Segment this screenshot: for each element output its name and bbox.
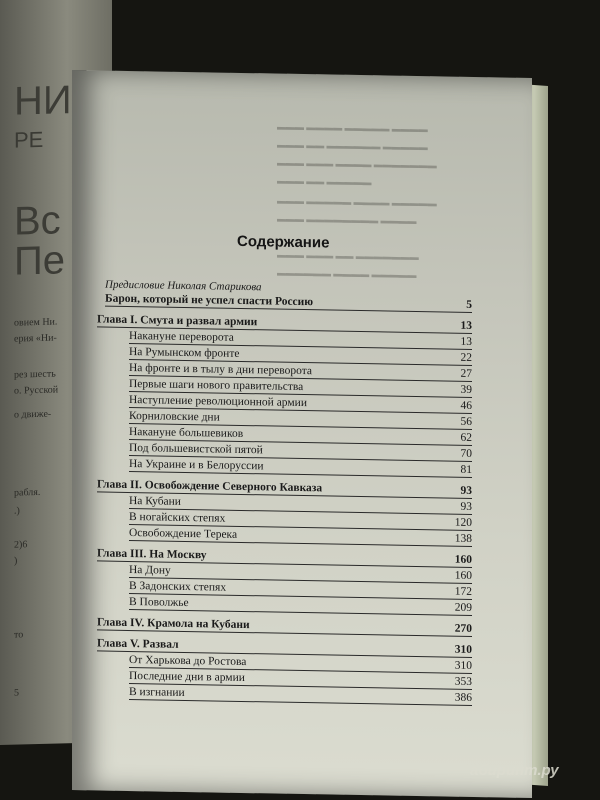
left-page-fragment: Вс bbox=[14, 198, 61, 244]
toc-page-number: 386 bbox=[454, 691, 472, 704]
toc-entry-label: Глава III. На Москву bbox=[97, 547, 207, 562]
toc-entry-label: Последние дни в армии bbox=[129, 669, 245, 685]
toc-page-number: 62 bbox=[460, 431, 472, 444]
toc-entry-label: Накануне большевиков bbox=[129, 425, 244, 440]
show-through-text: ▬▬▬ ▬▬ ▬▬▬▬▬ bbox=[277, 175, 372, 188]
toc-page-number: 13 bbox=[460, 335, 472, 348]
toc-entry-label: В изгнании bbox=[129, 685, 185, 699]
left-page-fragment: овием Ни. bbox=[14, 316, 58, 329]
toc-entry-label: Под большевистской пятой bbox=[129, 441, 263, 457]
toc-entry-label: На Украине и в Белоруссии bbox=[129, 457, 264, 473]
toc-page-number: 46 bbox=[460, 399, 472, 412]
left-page-fragment: о движе- bbox=[14, 408, 52, 421]
toc-entry-label: Накануне переворота bbox=[129, 329, 234, 344]
toc-entry-label: На фронте и в тылу в дни переворота bbox=[129, 361, 313, 378]
toc-entry-label: На Дону bbox=[129, 563, 171, 577]
toc-leader bbox=[254, 632, 452, 635]
show-through-text: ▬▬▬ ▬▬▬ ▬▬▬▬ ▬▬▬▬▬▬▬ bbox=[277, 157, 437, 171]
toc-chapter-entry bbox=[97, 615, 472, 637]
left-page-fragment: ) bbox=[14, 555, 18, 567]
left-page-fragment: НИ bbox=[14, 78, 72, 124]
toc-entry-label: Глава IV. Крамола на Кубани bbox=[97, 616, 250, 632]
toc-leader bbox=[189, 700, 452, 705]
toc-page-number: 120 bbox=[454, 516, 472, 529]
toc-entry-label: Первые шаги нового правительства bbox=[129, 377, 304, 394]
toc-leader bbox=[317, 309, 463, 312]
toc-entry-label: Глава I. Смута и развал армии bbox=[97, 313, 258, 329]
show-through-text: ▬▬▬ ▬▬▬▬▬ ▬▬▬▬ ▬▬▬▬▬ bbox=[277, 195, 437, 209]
toc-page-number: 138 bbox=[454, 532, 472, 545]
table-of-contents bbox=[97, 278, 472, 707]
show-through-text: ▬▬▬ ▬▬ ▬▬▬▬▬▬ ▬▬▬▬▬ bbox=[277, 139, 428, 153]
toc-entry-label: Глава II. Освобождение Северного Кавказа bbox=[97, 478, 323, 495]
toc-entry-label: Барон, который не успел спасти Россию bbox=[105, 292, 314, 309]
left-page-fragment: о. Русской bbox=[14, 384, 59, 397]
toc-page-number: 172 bbox=[454, 585, 472, 598]
left-page-fragment: рабля. bbox=[14, 486, 41, 499]
left-page-fragment: рез шесть bbox=[14, 368, 56, 381]
toc-entry-label: В ногайских степях bbox=[129, 510, 226, 525]
toc-entries bbox=[97, 291, 472, 706]
toc-page-number: 160 bbox=[454, 553, 472, 566]
left-page-fragment: .) bbox=[14, 505, 20, 517]
left-page-fragment: 5 bbox=[14, 687, 19, 699]
left-page-fragment: РЕ bbox=[14, 126, 44, 153]
toc-entry-label: В Поволжье bbox=[129, 595, 189, 610]
toc-page-number: 310 bbox=[454, 643, 472, 656]
toc-page-number: 160 bbox=[454, 569, 472, 582]
toc-page-number: 56 bbox=[460, 415, 472, 428]
toc-title: Содержание bbox=[237, 232, 330, 252]
toc-page-number: 27 bbox=[460, 367, 472, 380]
toc-entry-label: Освобождение Терека bbox=[129, 526, 238, 541]
toc-page-number: 310 bbox=[454, 659, 472, 672]
show-through-text: ▬▬▬ ▬▬▬ ▬▬ ▬▬▬▬▬▬▬ bbox=[277, 249, 419, 263]
toc-entry-label: В Задонских степях bbox=[129, 579, 227, 594]
toc-page-number: 5 bbox=[466, 298, 472, 311]
show-through-text: ▬▬▬▬▬▬ ▬▬▬▬ ▬▬▬▬▬ bbox=[277, 267, 417, 281]
watermark: абиринт.ру bbox=[470, 762, 559, 779]
toc-entry-label: От Харькова до Ростова bbox=[129, 653, 247, 669]
toc-page-number: 93 bbox=[460, 484, 472, 497]
left-page-fragment: ерия «Ни- bbox=[14, 332, 57, 345]
toc-page-number: 13 bbox=[460, 319, 472, 332]
book-page bbox=[72, 70, 532, 798]
preface-author: Предисловие Николая Старикова bbox=[105, 278, 262, 294]
toc-leader bbox=[193, 610, 452, 615]
toc-page-number: 270 bbox=[454, 622, 472, 635]
toc-entry-label: Глава V. Развал bbox=[97, 637, 179, 651]
toc-page-number: 39 bbox=[460, 383, 472, 396]
show-through-text: ▬▬▬ ▬▬▬▬ ▬▬▬▬▬ ▬▬▬▬ bbox=[277, 121, 428, 135]
toc-leader bbox=[241, 542, 452, 546]
toc-page-number: 70 bbox=[460, 447, 472, 460]
toc-page-number: 353 bbox=[454, 675, 472, 688]
toc-entry-label: На Румынском фронте bbox=[129, 345, 240, 360]
toc-leader bbox=[268, 473, 458, 476]
toc-entry-label: Наступление революционной армии bbox=[129, 393, 307, 410]
show-through-text: ▬▬▬ ▬▬▬▬▬▬▬▬ ▬▬▬▬ bbox=[277, 213, 417, 227]
toc-page-number: 209 bbox=[454, 601, 472, 614]
left-page-fragment: то bbox=[14, 629, 24, 641]
toc-entry-label: На Кубани bbox=[129, 494, 181, 508]
left-page-fragment: Пе bbox=[14, 238, 65, 284]
left-page-fragment: 2)6 bbox=[14, 539, 28, 551]
toc-page-number: 81 bbox=[460, 463, 472, 476]
toc-page-number: 22 bbox=[460, 351, 472, 364]
toc-page-number: 93 bbox=[460, 500, 472, 513]
toc-entry-label: Корниловские дни bbox=[129, 409, 220, 424]
